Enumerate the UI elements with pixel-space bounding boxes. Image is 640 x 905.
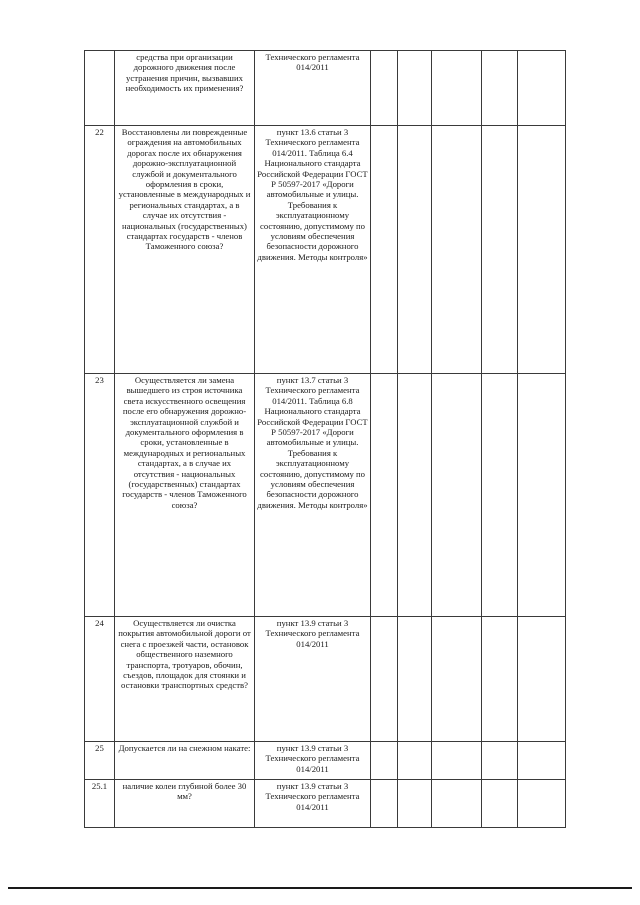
answer-cell xyxy=(518,780,566,828)
question-cell: Восстановлены ли поврежденные ограждения на автомобильных дорогах после их обнаружения дорожно-эксплуатационной службой и документального оформления в сроки, установленные в международных и региональных стандартах, а в случае их отсутствия - национальных (государственных) стандартах государств - членов Таможенного союза? xyxy=(115,126,255,374)
answer-cell xyxy=(371,742,398,780)
row-number: 25 xyxy=(85,742,115,780)
answer-cell xyxy=(482,617,518,742)
reference-cell: пункт 13.7 статьи 3 Технического регламента 014/2011. Таблица 6.8 Национального стандарта Российской Федерации ГОСТ Р 50597-2017 «Дороги автомобильные и улицы. Требования к эксплуатационному состоянию, допустимому по условиям обеспечения безопасности дорожного движения. Методы контроля» xyxy=(255,374,371,617)
answer-cell xyxy=(432,617,482,742)
row-number: 24 xyxy=(85,617,115,742)
answer-cell xyxy=(518,126,566,374)
answer-cell xyxy=(371,617,398,742)
table-row xyxy=(85,126,566,374)
question-cell: Осуществляется ли замена вышедшего из строя источника света искусственного освещения после его обнаружения дорожно-эксплуатационной службой и документального оформления в сроки, установленные в международных и региональных стандартах, а в случае их отсутствия - национальных (государственных) стандартах государств - членов Таможенного союза? xyxy=(115,374,255,617)
answer-cell xyxy=(371,374,398,617)
answer-cell xyxy=(432,51,482,126)
answer-cell xyxy=(432,126,482,374)
answer-cell xyxy=(482,126,518,374)
answer-cell xyxy=(398,617,432,742)
reference-cell: пункт 13.9 статьи 3 Технического регламента 014/2011 xyxy=(255,617,371,742)
answer-cell xyxy=(518,617,566,742)
answer-cell xyxy=(432,780,482,828)
answer-cell xyxy=(398,374,432,617)
answer-cell xyxy=(371,780,398,828)
question-cell: Допускается ли на снежном накате: xyxy=(115,742,255,780)
reference-cell: пункт 13.9 статьи 3 Технического регламента 014/2011 xyxy=(255,742,371,780)
table-row xyxy=(85,51,566,126)
checklist-table xyxy=(84,50,566,828)
answer-cell xyxy=(482,742,518,780)
row-number: 22 xyxy=(85,126,115,374)
answer-cell xyxy=(518,51,566,126)
reference-cell: пункт 13.6 статьи 3 Технического регламента 014/2011. Таблица 6.4 Национального стандарта Российской Федерации ГОСТ Р 50597-2017 «Дороги автомобильные и улицы. Требования к эксплуатационному состоянию, допустимому по условиям обеспечения безопасности дорожного движения. Методы контроля» xyxy=(255,126,371,374)
answer-cell xyxy=(518,742,566,780)
table-row xyxy=(85,374,566,617)
question-cell: Осуществляется ли очистка покрытия автомобильной дороги от снега с проезжей части, остановок общественного наземного транспорта, тротуаров, обочин, съездов, площадок для стоянки и остановки транспортных средств? xyxy=(115,617,255,742)
answer-cell xyxy=(398,742,432,780)
reference-cell: пункт 13.9 статьи 3 Технического регламента 014/2011 xyxy=(255,780,371,828)
row-number xyxy=(85,51,115,126)
answer-cell xyxy=(482,780,518,828)
reference-cell: Технического регламента 014/2011 xyxy=(255,51,371,126)
table-row xyxy=(85,742,566,780)
answer-cell xyxy=(518,374,566,617)
answer-cell xyxy=(398,780,432,828)
answer-cell xyxy=(398,51,432,126)
answer-cell xyxy=(432,374,482,617)
answer-cell xyxy=(371,126,398,374)
answer-cell xyxy=(432,742,482,780)
answer-cell xyxy=(398,126,432,374)
answer-cell xyxy=(482,374,518,617)
question-cell: средства при организации дорожного движения после устранения причин, вызвавших необходимость их применения? xyxy=(115,51,255,126)
answer-cell xyxy=(482,51,518,126)
answer-cell xyxy=(371,51,398,126)
row-number: 25.1 xyxy=(85,780,115,828)
question-cell: наличие колеи глубиной более 30 мм? xyxy=(115,780,255,828)
table-row xyxy=(85,780,566,828)
page-bottom-rule xyxy=(8,887,632,889)
table-row xyxy=(85,617,566,742)
row-number: 23 xyxy=(85,374,115,617)
